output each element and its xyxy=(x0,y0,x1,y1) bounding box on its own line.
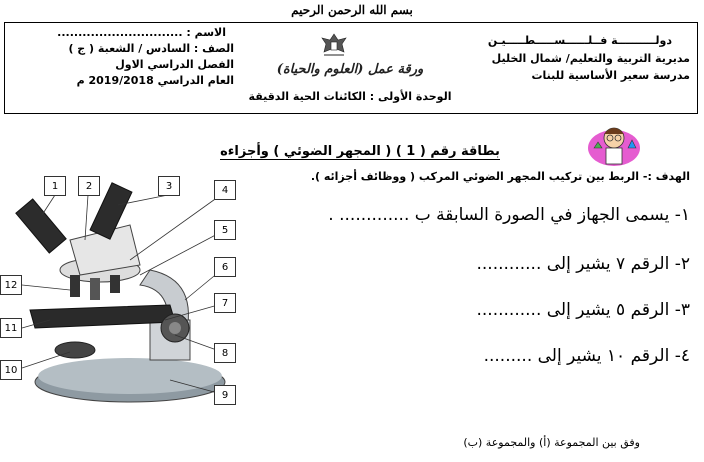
part-label-2: 2 xyxy=(78,176,100,196)
question-4: ٤- الرقم ١٠ يشير إلى ......... xyxy=(483,346,690,366)
unit-title: الوحدة الأولى : الكائنات الحية الدقيقة xyxy=(248,90,452,103)
card-goal: الهدف :- الربط بين تركيب المجهر الضوئي المركب ( ووظائف أجزائه ). xyxy=(310,170,690,183)
part-label-4: 4 xyxy=(214,180,236,200)
header-school: مدرسة سعير الأساسية للبنات xyxy=(531,69,690,82)
matching-instruction: وفق بين المجموعة (أ) والمجموعة (ب) xyxy=(463,436,640,449)
question-3: ٣- الرقم ٥ يشير إلى ............ xyxy=(476,300,690,320)
palestine-emblem-icon xyxy=(318,32,350,58)
microscope-icon xyxy=(0,170,250,460)
school-year-field: العام الدراسي 2019/2018 م xyxy=(76,74,234,87)
part-label-9: 9 xyxy=(214,385,236,405)
scientist-clipart-icon xyxy=(586,118,642,170)
part-label-11: 11 xyxy=(0,318,22,338)
question-2: ٢- الرقم ٧ يشير إلى ............ xyxy=(476,254,690,274)
header-directorate: مديرية التربية والتعليم/ شمال الخليل xyxy=(491,52,690,65)
part-label-10: 10 xyxy=(0,360,22,380)
header-country: دولــــــــــة فــلــــــســـــطـــــيـن xyxy=(487,34,672,47)
part-label-8: 8 xyxy=(214,343,236,363)
basmala: بسم الله الرحمن الرحيم xyxy=(291,3,413,17)
part-label-6: 6 xyxy=(214,257,236,277)
worksheet-subtitle: ورقة عمل (العلوم والحياة) xyxy=(276,62,424,77)
part-label-1: 1 xyxy=(44,176,66,196)
part-label-5: 5 xyxy=(214,220,236,240)
part-label-12: 12 xyxy=(0,275,22,295)
part-label-7: 7 xyxy=(214,293,236,313)
semester-field: الفصل الدراسي الاول xyxy=(115,58,234,71)
part-label-3: 3 xyxy=(158,176,180,196)
card-title: بطاقة رقم ( 1 ) ( المجهر الضوئي ) وأجزاءه xyxy=(220,144,500,159)
class-field: الصف : السادس / الشعبة ( ج ) xyxy=(68,42,234,55)
student-name-field: الاسم : .............................. xyxy=(57,26,226,39)
question-1: ١- يسمى الجهاز في الصورة السابقة ب ............. . xyxy=(328,205,690,225)
